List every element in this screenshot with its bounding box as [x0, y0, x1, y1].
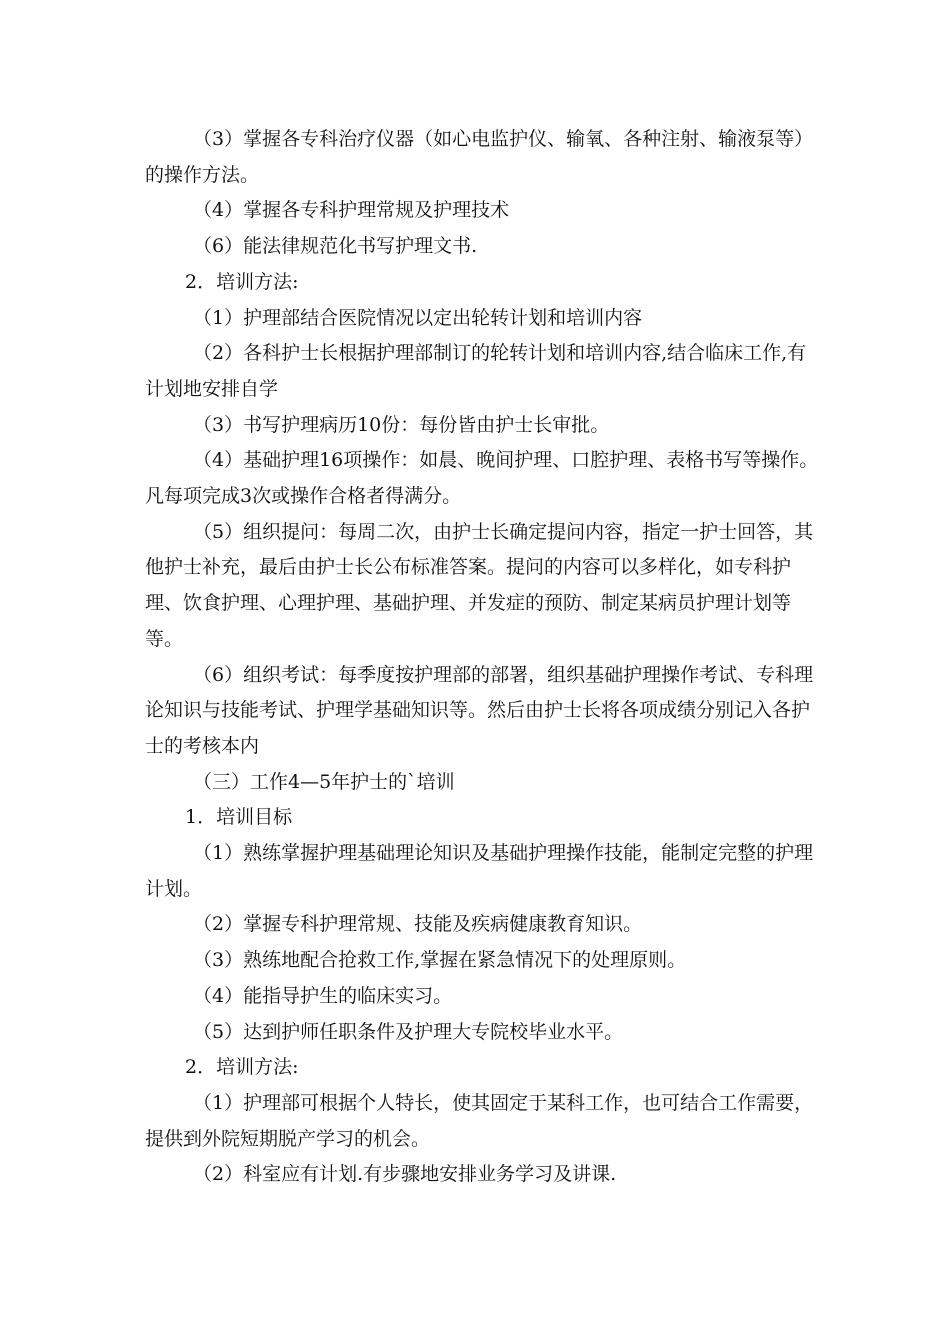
paragraph: （1）护理部结合医院情况以定出轮转计划和培训内容 — [193, 306, 643, 329]
paragraph: （1）熟练掌握护理基础理论知识及基础护理操作技能，能制定完整的护理计划。 — [145, 842, 814, 900]
paragraph: （2）科室应有计划.有步骤地安排业务学习及讲课. — [193, 1163, 617, 1186]
paragraph: （6）组织考试：每季度按护理部的部署，组织基础护理操作考试、专科理论知识与技能考试、护理学基础知识等。然后由护士长将各项成绩分别记入各护士的考核本内 — [145, 663, 814, 757]
paragraph: （1）护理部可根据个人特长，使其固定于某科工作，也可结合工作需要，提供到外院短期脱产学习的机会。 — [145, 1091, 814, 1150]
section-heading: 1．培训目标 — [185, 806, 293, 829]
section-heading: 2．培训方法: — [185, 1056, 299, 1079]
paragraph: （5）达到护师任职条件及护理大专院校毕业水平。 — [193, 1020, 624, 1043]
paragraph: （6）能法律规范化书写护理文书. — [193, 235, 478, 258]
paragraph: （5）组织提问：每周二次，由护士长确定提问内容，指定一护士回答，其他护士补充，最后由护士长公布标准答案。提问的内容可以多样化，如专科护理、饮食护理、心理护理、基础护理、并发症的预防、制定某病员护理计划等等。 — [145, 520, 814, 650]
paragraph: （3）掌握各专科治疗仪器（如心电监护仪、输氧、各种注射、输液泵等）的操作方法。 — [145, 128, 814, 186]
paragraph: （4）能指导护生的临床实习。 — [193, 984, 453, 1007]
paragraph: （4）基础护理16项操作：如晨、晚间护理、口腔护理、表格书写等操作。凡每项完成3次或操作合格者得满分。 — [145, 449, 819, 508]
section-heading: 2．培训方法: — [185, 270, 299, 293]
document-body — [145, 122, 825, 1193]
section-heading: （三）工作4—5年护士的`培训 — [193, 770, 455, 793]
paragraph: （3）熟练地配合抢救工作,掌握在紧急情况下的处理原则。 — [193, 949, 687, 972]
paragraph: （2）各科护士长根据护理部制订的轮转计划和培训内容,结合临床工作,有计划地安排自学 — [145, 342, 807, 400]
paragraph: （2）掌握专科护理常规、技能及疾病健康教育知识。 — [193, 913, 643, 936]
paragraph: （4）掌握各专科护理常规及护理技术 — [193, 199, 510, 222]
paragraph: （3）书写护理病历10份：每份皆由护士长审批。 — [193, 413, 610, 436]
